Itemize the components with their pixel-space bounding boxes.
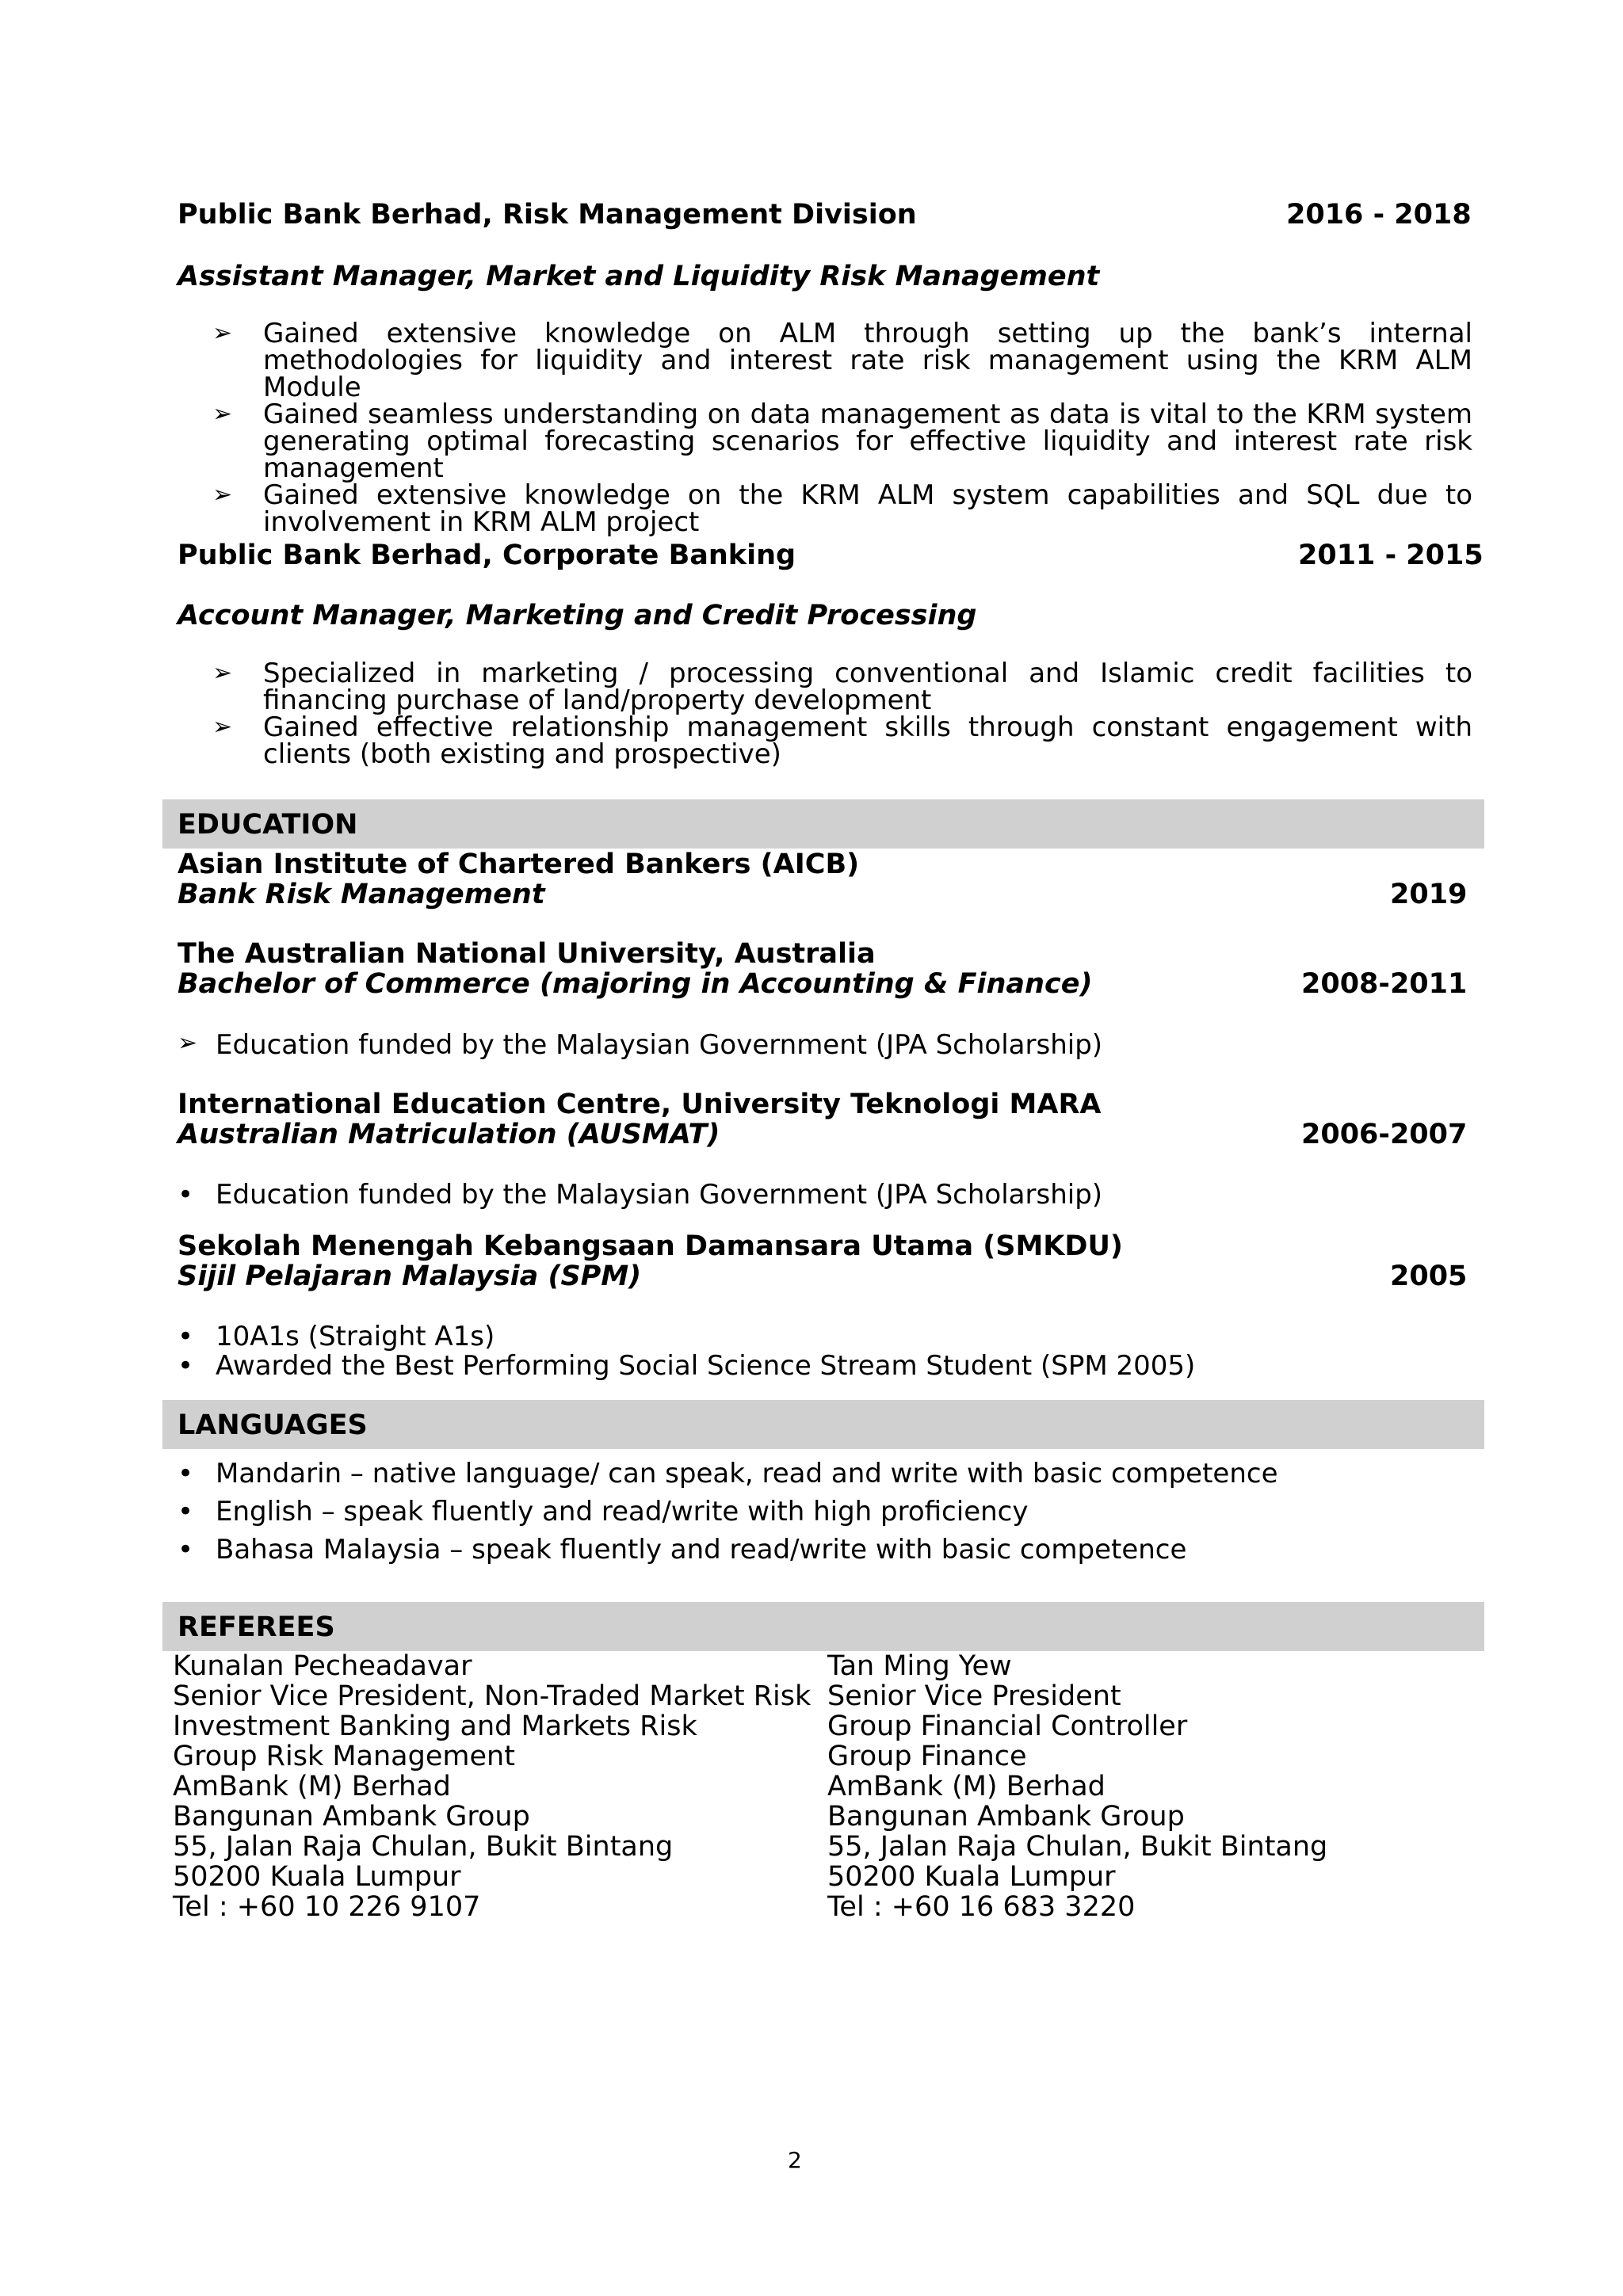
experience-2-bullets (212, 660, 1472, 768)
arrow-bullet-icon: ➢ (212, 659, 233, 687)
referee-1 (173, 1651, 811, 1922)
referee-unit: Investment Banking and Markets Risk (173, 1711, 697, 1742)
languages-heading: LANGUAGES (178, 1409, 368, 1441)
edu-4-qualification: Sijil Pelajaran Malaysia (SPM) (178, 1261, 642, 1292)
experience-1-bullets (212, 320, 1472, 536)
bullet-dot-icon: • (178, 1534, 194, 1566)
edu-2-years: 2008-2011 (1301, 968, 1468, 1000)
arrow-bullet-icon: ➢ (212, 319, 233, 347)
resume-page-2: Public Bank Berhad, Risk Management Division 2016 - 2018 Assistant Manager, Market and Liquidity Risk Management ➢ Gained extensive knowledge on ALM through setting up the bank’s internal methodologies for liquidity and interest rate risk management using the KRM ALM Module ➢ Gained seamless understanding on data management as data is vital to the KRM system generating optimal forecasting scenarios for effective liquidity and interest rate risk management ➢ Gained extensive knowledge on the KRM ALM system capabilities and SQL due to involvement in KRM ALM project Public Bank Berhad, Corporate Banking 2011 - 2015 Account Manager, Marketing and Credit Processing ➢ Specialized in marketing / processing conventional and Islamic credit facilities to financing purchase of land/property development ➢ Gained effective relationship management skills through constant engagement with clients (both existing and prospective) EDUCATION Asian Institute of Chartered Bankers (AICB) Bank Risk Management 2019 The Australian National University, Australia Bachelor of Commerce (majoring in Accounting & Finance) 2008-2011 ➢ Education funded by the Malaysian Government (JPA Scholarship) International Education Centre, University Teknologi MARA Australian Matriculation (AUSMAT) 2006-2007 • Education funded by the Malaysian Government (JPA Scholarship) Sekolah Menengah Kebangsaan Damansara Utama (SMKDU) Sijil Pelajaran Malaysia (SPM) 2005 • 10A1s (Straight A1s) • Awarded the Best Performing Social Science Stream Student (SPM 2005) LANGUAGES • Mandarin – native language/ can speak, read and write with basic competence • English – speak fluently and read/write with high proficiency • Bahasa Malaysia – speak fluently and read/write with basic competence REFEREES Kunalan Pecheadavar Senior Vice President, Non-Traded Market Risk Investment Banking and Markets Risk Group Risk Management AmBank (M) Berhad Bangunan Ambank Group 55, Jalan Raja Chulan, Bukit Bintang 50200 Kuala Lumpur Tel : +60 10 226 9107 Tan Ming Yew Senior Vice President Group Financial Controller Group Finance AmBank (M) Berhad Bangunan Ambank Group 55, Jalan Raja Chulan, Bukit Bintang 50200 Kuala Lumpur Tel : +60 16 683 3220 2 (0, 0, 1623, 2296)
list-item: ➢ Gained extensive knowledge on ALM through setting up the bank’s internal methodologies for liquidity and interest rate risk management using the KRM ALM Module (212, 318, 1472, 403)
edu-2-qualification: Bachelor of Commerce (majoring in Accounting & Finance) (178, 968, 1093, 1000)
referee-company: AmBank (M) Berhad (173, 1771, 451, 1802)
referee-department: Group Risk Management (173, 1741, 515, 1772)
referee-company: AmBank (M) Berhad (827, 1771, 1106, 1802)
referee-department: Group Finance (827, 1741, 1027, 1772)
referee-street: 55, Jalan Raja Chulan, Bukit Bintang (173, 1831, 674, 1863)
employer-1: Public Bank Berhad, Risk Management Division (178, 199, 917, 231)
referee-building: Bangunan Ambank Group (827, 1801, 1185, 1833)
referee-title: Senior Vice President, Non-Traded Market Risk (173, 1680, 812, 1712)
bullet-dot-icon: • (178, 1458, 194, 1489)
arrow-bullet-icon: ➢ (212, 400, 233, 428)
page-number: 2 (788, 2147, 802, 2173)
bullet-dot-icon: • (178, 1179, 194, 1211)
list-item: ➢ Specialized in marketing / processing conventional and Islamic credit facilities to financing purchase of land/property development (212, 658, 1472, 716)
referees-header (162, 1602, 1484, 1651)
referee-phone: Tel : +60 16 683 3220 (827, 1891, 1136, 1923)
list-item: ➢ Gained extensive knowledge on the KRM ALM system capabilities and SQL due to involvement in KRM ALM project (212, 479, 1472, 538)
role-1: Assistant Manager, Market and Liquidity Risk Management (178, 261, 1100, 292)
education-header (162, 799, 1484, 849)
referee-name: Tan Ming Yew (827, 1650, 1012, 1682)
edu-1-qualification: Bank Risk Management (178, 879, 545, 910)
edu-3-years: 2006-2007 (1301, 1119, 1468, 1150)
edu-1-institution: Asian Institute of Chartered Bankers (AICB) (178, 849, 860, 880)
employer-2: Public Bank Berhad, Corporate Banking (178, 540, 796, 571)
referee-street: 55, Jalan Raja Chulan, Bukit Bintang (827, 1831, 1328, 1863)
edu-2-institution: The Australian National University, Australia (178, 938, 876, 970)
employer-1-years: 2016 - 2018 (1286, 199, 1472, 231)
referee-city: 50200 Kuala Lumpur (827, 1861, 1116, 1893)
referee-city: 50200 Kuala Lumpur (173, 1861, 461, 1893)
list-item: ➢ Gained seamless understanding on data management as data is vital to the KRM system generating optimal forecasting scenarios for effective liquidity and interest rate risk management (212, 399, 1472, 484)
arrow-bullet-icon: ➢ (212, 713, 233, 741)
referee-title: Senior Vice President (827, 1680, 1121, 1712)
referee-phone: Tel : +60 10 226 9107 (173, 1891, 481, 1923)
employer-2-years: 2011 - 2015 (1298, 540, 1484, 571)
referee-building: Bangunan Ambank Group (173, 1801, 530, 1833)
bullet-dot-icon: • (178, 1321, 194, 1352)
arrow-bullet-icon: ➢ (212, 481, 233, 509)
education-heading: EDUCATION (178, 809, 358, 841)
referees-heading: REFEREES (178, 1611, 335, 1643)
edu-3-qualification: Australian Matriculation (AUSMAT) (178, 1119, 720, 1150)
bullet-dot-icon: • (178, 1350, 194, 1382)
arrow-bullet-icon: ➢ (178, 1029, 198, 1057)
bullet-dot-icon: • (178, 1496, 194, 1527)
referee-2 (827, 1651, 1327, 1922)
edu-1-years: 2019 (1390, 879, 1468, 910)
referee-name: Kunalan Pecheadavar (173, 1650, 472, 1682)
role-2: Account Manager, Marketing and Credit Processing (178, 600, 977, 631)
edu-4-institution: Sekolah Menengah Kebangsaan Damansara Utama (SMKDU) (178, 1230, 1123, 1262)
edu-4-years: 2005 (1390, 1261, 1468, 1292)
list-item: ➢ Gained effective relationship management skills through constant engagement with clients (both existing and prospective) (212, 711, 1472, 770)
edu-3-institution: International Education Centre, University Teknologi MARA (178, 1089, 1102, 1120)
referee-unit: Group Financial Controller (827, 1711, 1188, 1742)
languages-header (162, 1400, 1484, 1449)
